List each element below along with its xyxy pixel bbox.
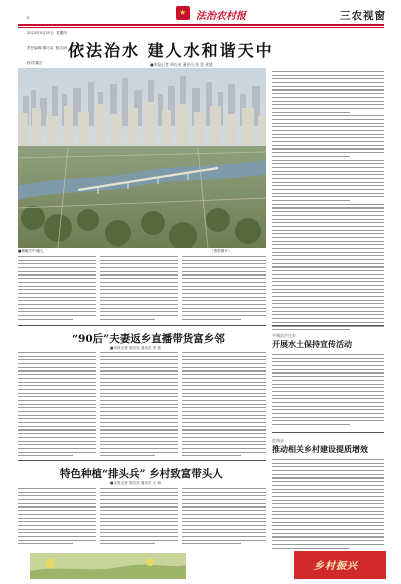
article3-col-2	[100, 488, 178, 547]
issue-date: 2023年5月25日 星期四	[27, 31, 67, 35]
rural-revitalization-banner	[294, 551, 386, 579]
divider-1	[18, 325, 266, 326]
side-news-1-title: 开展水土保持宣传活动	[272, 339, 352, 349]
photo-credit: （资料图片）	[210, 249, 232, 253]
page-number: 5	[27, 16, 30, 20]
article2-col-1	[18, 352, 96, 459]
bottom-photo-banner	[30, 553, 186, 579]
side-news-2	[272, 438, 384, 551]
city-aerial-photo	[18, 68, 266, 248]
side-news-1	[272, 333, 384, 428]
proof-line: 校对/董吉	[27, 61, 43, 65]
side-news-2-kicker: 汝南县	[272, 438, 284, 443]
banner-text: 乡村振兴	[314, 561, 358, 572]
side-divider-1	[272, 432, 384, 433]
header-rule	[18, 24, 384, 26]
article2-headline: “90后”夫妻返乡直播带货富乡邻	[72, 333, 225, 345]
main-article-right-col	[272, 68, 384, 333]
article3-byline: ■本报记者 胡巧英 通讯员 王 聪	[110, 481, 162, 485]
article2-col-3	[182, 352, 266, 459]
article3-col-3	[182, 488, 266, 547]
main-byline: ■本报记者 胡巧英 通讯员 张 雷 张俊	[150, 62, 213, 67]
side-news-2-title: 推动相关乡村建设提质增效	[272, 444, 368, 454]
side-news-1-kicker: 平舆县芦庄乡	[272, 333, 296, 338]
editor-line: 责任编辑/胡巧英 版式/孙 聪 校对/	[27, 46, 85, 50]
field-illustration	[30, 553, 186, 579]
photo-caption: ■俯瞰天中城区。	[18, 249, 47, 253]
main-body-col-2	[100, 256, 178, 322]
main-body-col-1	[18, 256, 96, 322]
article3-headline: 特色种植“排头兵” 乡村致富带头人	[60, 468, 223, 480]
side-divider-0	[272, 325, 384, 326]
star-icon: ★	[179, 8, 187, 17]
header-rule-thin	[18, 27, 384, 28]
city-aerial-illustration	[18, 68, 266, 248]
article2-byline: ■本报记者 胡巧英 通讯员 李 寒	[110, 346, 162, 350]
article3-col-1	[18, 488, 96, 547]
main-headline: 依法治水 建人水和谐天中	[68, 41, 274, 60]
article2-col-2	[100, 352, 178, 459]
divider-2	[18, 460, 266, 461]
paper-logo	[176, 6, 190, 20]
paper-name: 法治农村报	[196, 11, 246, 22]
main-body-col-3	[182, 256, 266, 322]
section-title: 三农视窗	[340, 10, 386, 22]
